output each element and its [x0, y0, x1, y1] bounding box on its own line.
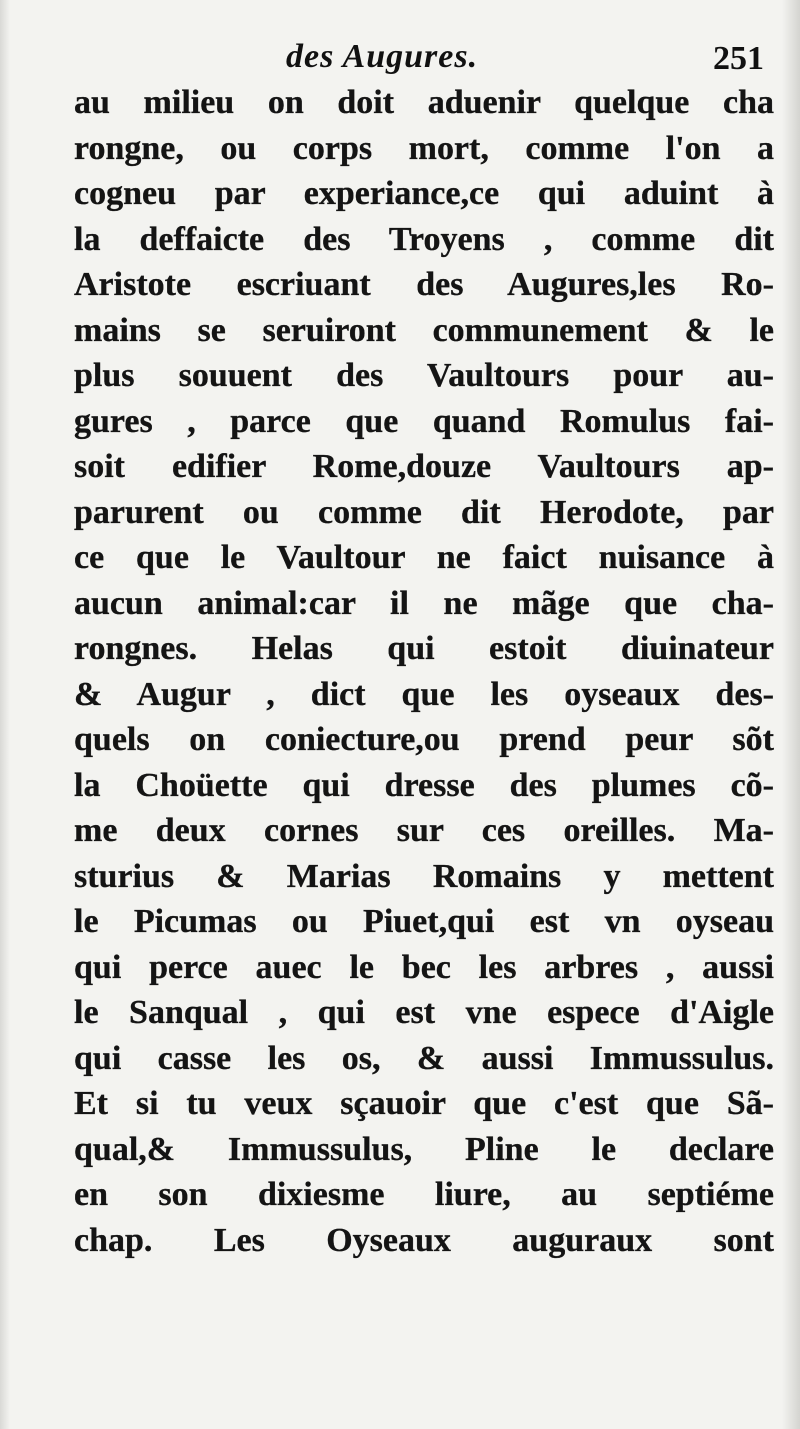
- running-title: des Augures.: [286, 38, 479, 75]
- text-line: cogneu par experiance,ce qui aduint à: [74, 175, 774, 212]
- text-line: me deux cornes sur ces oreilles. Ma-: [74, 812, 774, 849]
- text-line: le Picumas ou Piuet,qui est vn oyseau: [74, 903, 774, 940]
- text-line: chap. Les Oyseaux auguraux sont: [74, 1221, 774, 1259]
- text-line: le Sanqual , qui est vne espece d'Aigle: [74, 994, 774, 1031]
- text-line: la deffaicte des Troyens , comme dit: [74, 220, 774, 258]
- text-line: rongne, ou corps mort, comme l'on a: [74, 129, 774, 167]
- text-line: qual,& Immussulus, Pline le declare: [74, 1130, 774, 1168]
- text-line: sturius & Marias Romains y mettent: [74, 857, 774, 895]
- text-line: mains se seruiront communement & le: [74, 311, 774, 349]
- text-line: parurent ou comme dit Herodote, par: [74, 493, 774, 531]
- text-line: rongnes. Helas qui estoit diuinateur: [74, 630, 774, 667]
- page-number: 251: [713, 40, 764, 77]
- text-line: Et si tu veux sçauoir que c'est que Sã-: [74, 1085, 774, 1122]
- text-line: la Choüette qui dresse des plumes cõ-: [74, 766, 774, 804]
- text-line: qui casse les os, & aussi Immussulus.: [74, 1039, 774, 1077]
- text-line: quels on coniecture,ou prend peur sõt: [74, 721, 774, 758]
- text-line: qui perce auec le bec les arbres , aussi: [74, 948, 774, 986]
- bottom-margin: [0, 1270, 800, 1429]
- page-left-edge: [0, 0, 10, 1429]
- text-line: Aristote escriuant des Augures,les Ro-: [74, 266, 774, 303]
- text-line: soit edifier Rome,douze Vaultours ap-: [74, 448, 774, 485]
- text-line: aucun animal:car il ne mãge que cha-: [74, 584, 774, 622]
- text-line: & Augur , dict que les oyseaux des-: [74, 675, 774, 713]
- page-right-edge: [782, 0, 800, 1429]
- text-line: plus souuent des Vaultours pour au-: [74, 357, 774, 394]
- body-text: [74, 80, 774, 1263]
- text-line: gures , parce que quand Romulus fai-: [74, 402, 774, 440]
- text-line: au milieu on doit aduenir quelque cha: [74, 84, 774, 121]
- text-line: en son dixiesme liure, au septiéme: [74, 1176, 774, 1213]
- text-line: ce que le Vaultour ne faict nuisance à: [74, 539, 774, 576]
